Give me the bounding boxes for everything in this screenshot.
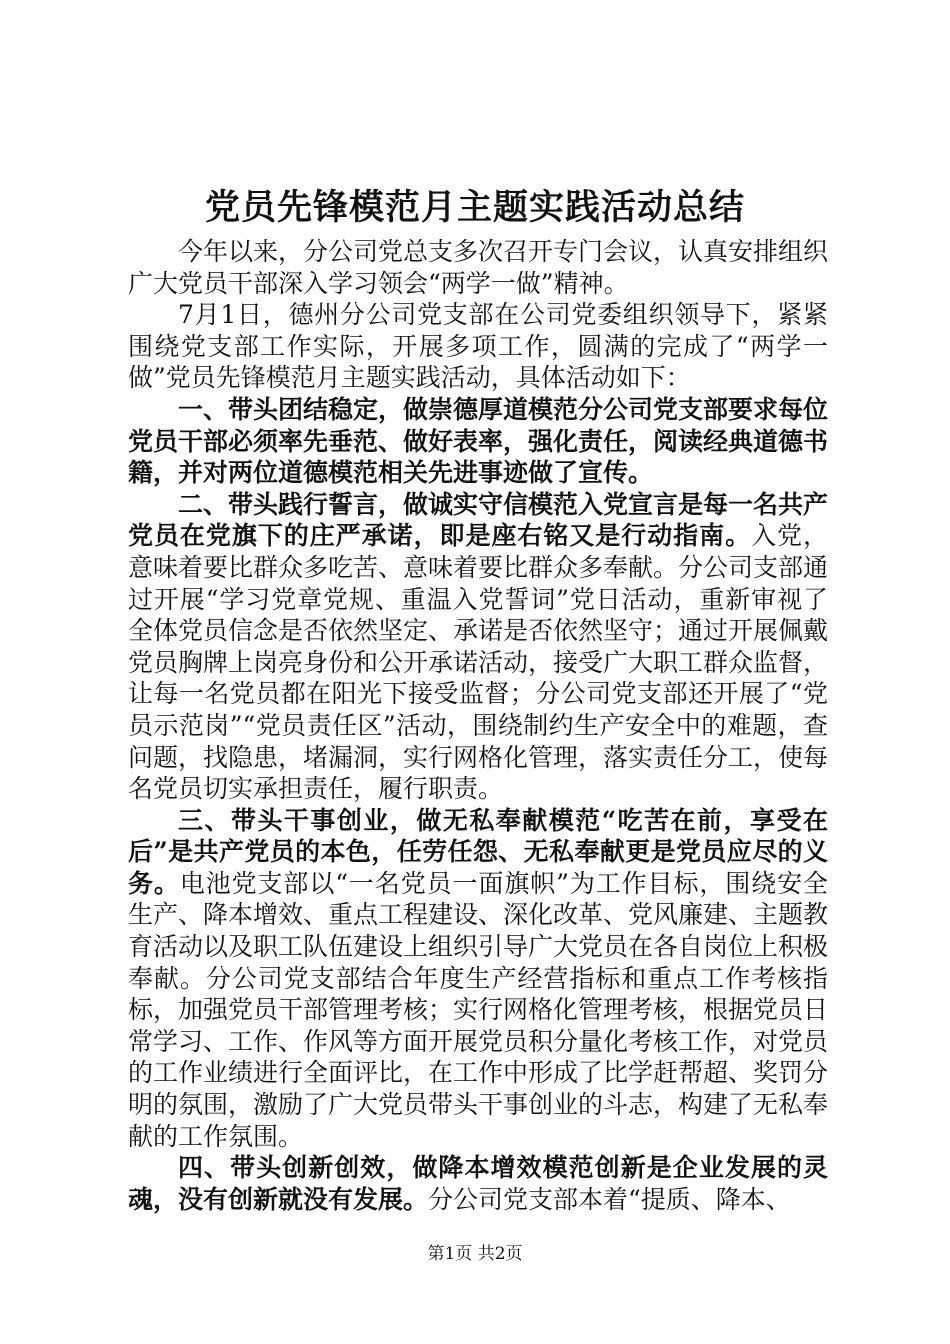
paragraph [128, 805, 828, 1153]
paragraph [128, 489, 828, 805]
paragraph-text: 分公司党支部本着“提质、降本、 [428, 1184, 791, 1214]
page-footer: 第1页 共2页 [427, 1244, 523, 1264]
document-title: 党员先锋模范月主题实践活动总结 [204, 187, 745, 228]
paragraph [128, 236, 828, 299]
paragraph-heading: 二、带头践行誓言，做诚实守信模范入党宣言是每一名共产党员在党旗下的庄严承诺，即是座右铭又是行动指南。 [128, 489, 829, 551]
paragraph-heading: 四、带头创新创效，做降本增效模范创新是企业发展的灵魂，没有创新就没有发展。 [128, 1153, 828, 1214]
paragraph-text: 7月1日，德州分公司党支部在公司党委组织领导下，紧紧围绕党支部工作实际，开展多项工作，圆满的完成了“两学一做”党员先锋模范月主题实践活动，具体活动如下： [128, 300, 828, 393]
document-body [128, 236, 828, 1215]
paragraph [128, 299, 828, 394]
paragraph [128, 394, 828, 489]
paragraph-heading: 一、带头团结稳定，做崇德厚道模范分公司党支部要求每位党员干部必须率先垂范、做好表率，强化责任，阅读经典道德书籍，并对两位道德模范相关先进事迹做了宣传。 [128, 394, 829, 488]
paragraph-heading: 三、带头干事创业，做无私奉献模范“吃苦在前，享受在后”是共产党员的本色，任劳任怨、无私奉献更是党员应尽的义务。 [128, 805, 828, 898]
paragraph [128, 1152, 828, 1215]
paragraph-text: 今年以来，分公司党总支多次召开专门会议，认真安排组织广大党员干部深入学习领会“两学一做”精神。 [128, 237, 829, 298]
paragraph-text: 电池党支部以“一名党员一面旗帜”为工作目标，围绕安全生产、降本增效、重点工程建设、深化改革、党风廉建、主题教育活动以及职工队伍建设上组织引导广大党员在各自岗位上积极奉献。分公司党支部结合年度生产经营指标和重点工作考核指标，加强党员干部管理考核；实行网格化管理考核，根据党员日常学习、工作、作风等方面开展党员积分量化考核工作，对党员的工作业绩进行全面评比，在工作中形成了比学赶帮超、奖罚分明的氛围，激励了广大党员带头干事创业的斗志，构建了无私奉献的工作氛围。 [128, 868, 829, 1151]
paragraph-text: 入党，意味着要比群众多吃苦、意味着要比群众多奉献。分公司支部通过开展“学习党章党规、重温入党誓词”党日活动，重新审视了全体党员信念是否依然坚定、承诺是否依然坚守；通过开展佩戴党员胸牌上岗亮身份和公开承诺活动，接受广大职工群众监督，让每一名党员都在阳光下接受监督；分公司党支部还开展了“党员示范岗”“党员责任区”活动，围绕制约生产安全中的难题，查问题，找隐患，堵漏洞，实行网格化管理，落实责任分工，使每名党员切实承担责任，履行职责。 [128, 521, 829, 804]
